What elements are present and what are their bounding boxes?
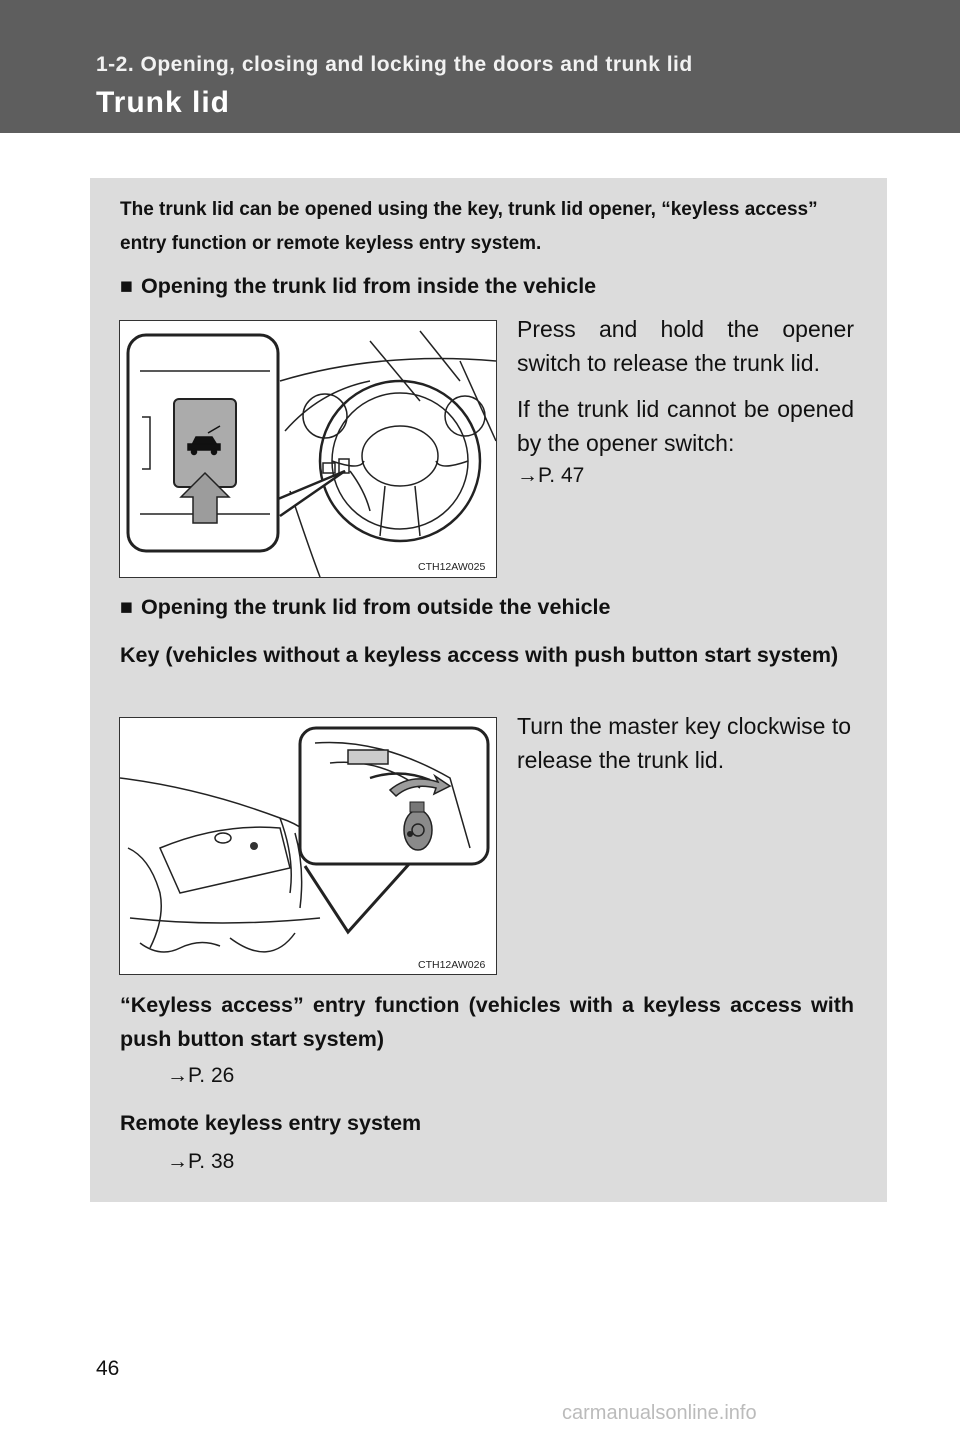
- figure-opener-switch: [119, 320, 497, 578]
- inside-page-ref: →P. 47: [517, 464, 585, 487]
- outside-heading: [120, 595, 610, 620]
- figure-master-key: [119, 717, 497, 975]
- outside-heading-text: Opening the trunk lid from outside the vehicle: [141, 595, 611, 619]
- figure-code: CTH12AW026: [418, 959, 486, 971]
- intro-text: The trunk lid can be opened using the key, trunk lid opener, “keyless access” entry function or remote keyless entry system.: [120, 199, 818, 254]
- square-bullet-icon: ■: [120, 595, 133, 619]
- keyless-heading: “Keyless access” entry function (vehicles with a keyless access with push button start system): [120, 993, 854, 1051]
- page-title: Trunk lid: [96, 86, 231, 119]
- keyless-page-ref: →P. 26: [167, 1064, 235, 1087]
- remote-heading: Remote keyless entry system: [120, 1111, 422, 1135]
- page-header: [0, 0, 960, 133]
- inside-heading-text: Opening the trunk lid from inside the vehicle: [141, 274, 597, 298]
- outside-para: Turn the master key clockwise to release the trunk lid.: [517, 713, 852, 773]
- key-heading: Key (vehicles without a keyless access with push button start system): [120, 643, 839, 667]
- inside-para-1: Press and hold the opener switch to release the trunk lid.: [517, 316, 854, 376]
- square-bullet-icon: ■: [120, 274, 133, 298]
- page-number: 46: [96, 1357, 120, 1380]
- watermark: carmanualsonline.info: [562, 1402, 757, 1424]
- figure-code: CTH12AW025: [418, 561, 486, 573]
- section-title: 1-2. Opening, closing and locking the doors and trunk lid: [96, 53, 693, 76]
- remote-page-ref: →P. 38: [167, 1150, 235, 1173]
- inside-para-2: If the trunk lid cannot be opened by the opener switch:: [517, 396, 854, 456]
- inside-heading: [120, 274, 596, 299]
